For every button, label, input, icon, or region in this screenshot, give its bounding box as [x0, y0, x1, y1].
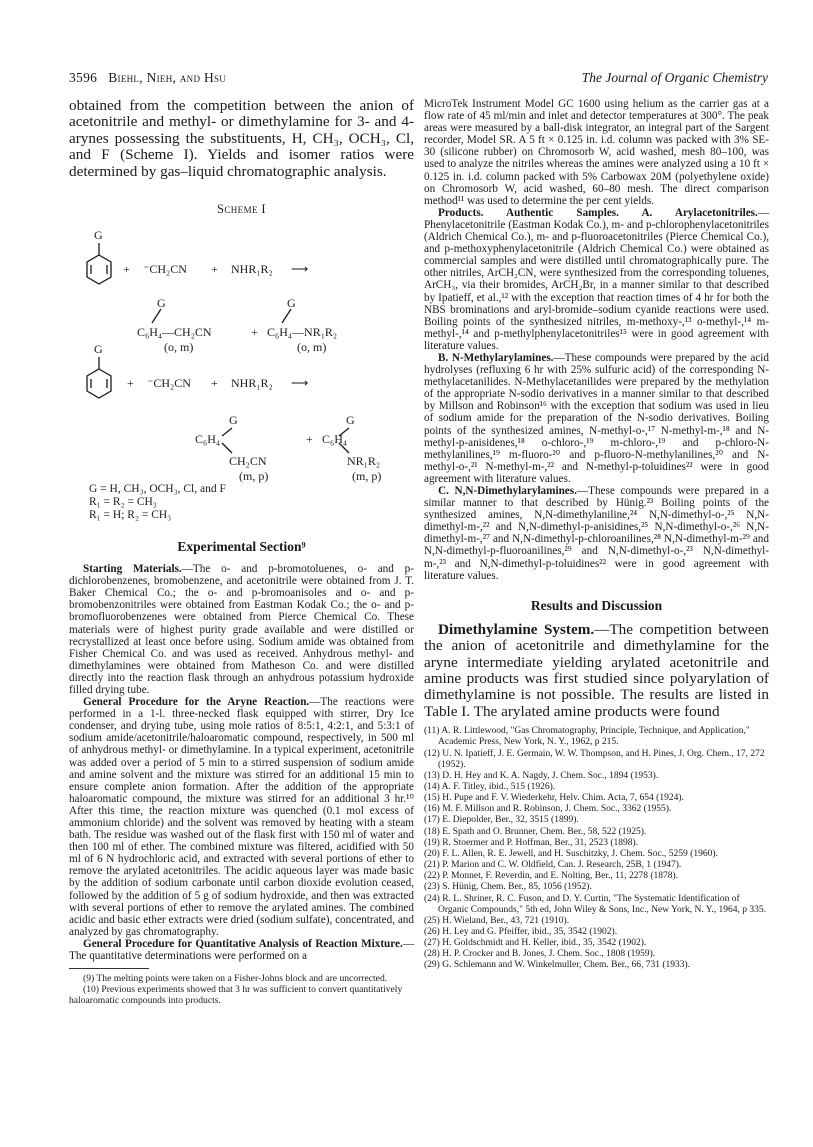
- isomer-om-label: (o, m): [164, 340, 194, 355]
- reference-item: (27) H. Goldschmidt and H. Keller, ibid., 35, 3542 (1902).: [424, 938, 647, 949]
- continued-paragraph: MicroTek Instrument Model GC 1600 using helium as the carrier gas at a flow rate of 45 ml/min and inlet and detector temperatures at 300°. The peak areas were measured by a ball-disk integrator, an integral part of the Sargent recorder, Model SR. A 5 ft × 0.125 in. i.d. column was packed with 3% SE-30 (silicone rubber) on Chromosorb W, acid washed, mesh 80–100, was used to analyze the nitriles whereas the amines were analyzed using a 10 ft × 0.125 in. i.d. column packed with 5% Carbowax 20M (polyethylene oxide) on Chromosorb W, acid washed, 60–80 mesh. The direct comparison method¹¹ was used to determine the per cent yields.: [424, 98, 769, 207]
- reference-item: (25) H. Wieland, Ber., 43, 721 (1910).: [424, 915, 570, 926]
- intro-paragraph: obtained from the competition between the anion of acetonitrile and methyl- or dimethylamine for 3- and 4-arynes possessing the substituents, H, CH₃, OCH₃, Cl, and F (Scheme I). Yields and isomer ratios were determined by gas–liquid chromatographic analysis.: [69, 97, 414, 180]
- quantitative-analysis-paragraph: [69, 938, 414, 962]
- reference-item: (18) E. Spath and O. Brunner, Chem. Ber., 58, 522 (1925).: [424, 826, 647, 837]
- product-amine-label: C₆H₄—NR₁R₂: [267, 325, 338, 340]
- substituent-g-label: G: [94, 342, 103, 357]
- header-left: [69, 70, 226, 86]
- general-procedure-paragraph: [69, 696, 414, 938]
- quantitative-analysis-heading: General Procedure for Quantitative Analysis of Reaction Mixture.: [83, 937, 403, 950]
- methylarylamines-text: —These compounds were prepared by the acid hydrolyses (refluxing 6 hr with 25% sulfuric acid) of the corresponding N-methylacetanilides. N-Methylacetanilides were prepared by the methylation of the appropriate N-sodio derivatives in a manner similar to that described by Millson and Robinson¹⁶ with the exception that sodium was used in lieu of sodium amide for the preparation of the N-sodio derivatives. Boiling points of the synthesized amines, N-methyl-o-,¹⁷ N-methyl-m-,¹⁸ and N-methyl-p-anisidenes,¹⁸ o-chloro-,¹⁹ m-chloro-,¹⁹ and p-chloro-N-methylanilines,¹⁹ m-fluoro-²⁰ and p-fluoro-N-methylanilines,²⁰ and N-methyl-o-,²¹ N-methyl-m-,²² and N-methyl-p-toluidines²² were in good agreement with literature values.: [424, 351, 770, 485]
- substituent-g-label: G: [229, 413, 238, 428]
- reference-item: (17) E. Diepolder, Ber., 32, 3515 (1899).: [424, 815, 579, 826]
- arylacetonitriles-heading: Products. Authentic Samples. A. Arylacetonitriles.: [438, 206, 758, 219]
- dimethylarylamines-text: —These compounds were prepared in a similar manner to that described by Hünig.²³ Boiling points of the synthesized amines, N,N-dimethylaniline,²⁴ N,N-dimethyl-o-,²⁵ N,N-dimethyl-m-,²² and N,N-dimethyl-p-anisidines,²⁵ N,N-dimethyl-o-,²⁶ N,N-dimethyl-m-,²⁷ and N,N-dimethyl-p-chloroanilines,²⁸ N,N-dimethyl-m-²⁹ and N,N-dimethyl-p-fluoroanilines,²⁹ and N,N-dimethyl-o-,²³ N,N-dimethyl-m-,²³ and N,N-dimethyl-p-toluidines²² were in good agreement with literature values.: [424, 485, 769, 582]
- footnote-rule: [69, 968, 149, 969]
- footnote-10: (10) Previous experiments showed that 3 hr was sufficient to convert quantitatively haloaromatic compounds into products.: [69, 984, 403, 1007]
- journal-name: The Journal of Organic Chemistry: [581, 70, 768, 85]
- c6h4-label: C₆H₄: [322, 432, 348, 447]
- substituent-g-label: G: [157, 296, 166, 311]
- dimethylarylamines-paragraph: [424, 485, 769, 582]
- reference-item: (20) F. L. Allen, R. E. Jewell, and H. Suschitzky, J. Chem. Soc., 5259 (1960).: [424, 848, 718, 859]
- starting-materials-text: —The o- and p-bromotoluenes, o- and p-dichlorobenzenes, bromobenzene, and acetonitrile were obtained from J. T. Baker Chemical Co.; the o- and p-bromoanisoles and o- and p-bromobenzonitriles were obtained from Eastman Kodak Co.; the o- and p-bromofluorobenzenes were obtained from Pierce Chemical Co. These materials were of highest purity grade available and were distilled or recrystallized at least once before using. Sodium amide was obtained from Fisher Chemical Co. and was used as received. Anhydrous methyl- and dimethylamines were obtained from Matheson Co. and were distilled directly into the reaction flask through an anhydrous potassium hydroxide filled drying tube.: [69, 563, 414, 696]
- page-number: 3596: [69, 70, 98, 85]
- substituent-g-label: G: [287, 296, 296, 311]
- starting-materials-paragraph: [69, 563, 414, 696]
- scheme-definitions: [89, 483, 226, 522]
- isomer-mp-label: (m, p): [239, 469, 269, 484]
- plus-sign: +: [211, 376, 218, 391]
- reference-item: (12) U. N. Ipatieff, J. E. Germain, W. W. Thompson, and H. Pines, J. Org. Chem., 17, 272 (1952).: [424, 748, 765, 770]
- general-procedure-text: —The reactions were performed in a 1-l. three-necked flask equipped with stirrer, Dry Ice condenser, and drying tube, using mole ratios of 8:5:1, 4:2:1, and 5:3:1 of sodium amide/acetonitrile/haloaromatic compound, respectively, in 500 ml of anhydrous methyl- or dimethylamine. In a typical experiment, acetonitrile was added over a period of 5 min to a stirred suspension of sodium amide and amine solvent and the mixture was stirred for an additional 15 min to ensure complete anion formation. After the addition of the appropriate haloaromatic compound, the mixture was stirred for an additional 3 hr.¹⁰ After this time, the reaction mixture was quenched (0.1 mol excess of ammonium chloride) and the solvent was removed by heating with a steam bath. The residue was washed out of the flask first with 150 ml of water and then 100 ml of ether. The combined mixture was filtered, acidified with 50 ml of 6 N hydrochloric acid, and extracted with several portions of ether to remove the arylated acetonitriles. The acidic aqueous layer was made basic by the addition of sodium carbonate until carbon dioxide evolution ceased, followed by the addition of 5 g of sodium hydroxide, and then was extracted with several portions of ether to remove the arylated amines. The combined acidic and basic ether extracts were dried (sodium sulfate), concentrated, and analyzed by gas chromatography.: [69, 696, 414, 938]
- left-column: [69, 98, 414, 1006]
- reference-item: (22) P. Monnet, F. Reverdin, and E. Nolting, Ber., 11, 2278 (1878).: [424, 871, 679, 882]
- reaction-arrow: ⟶: [291, 262, 309, 277]
- scheme-drawing: [69, 221, 414, 519]
- product-nitrile-label: C₆H₄—CH₂CN: [137, 325, 212, 340]
- c6h4-label: C₆H₄: [195, 432, 221, 447]
- dimethylamine-heading: Dimethylamine System.: [438, 620, 595, 638]
- results-section-title: Results and Discussion: [530, 597, 663, 613]
- amine-label: NHR₁R₂: [231, 376, 273, 391]
- plus-sign: +: [306, 432, 313, 447]
- dimethylamine-paragraph: [424, 622, 769, 720]
- footnote-9: (9) The melting points were taken on a Fisher-Johns block and are uncorrected.: [83, 973, 388, 985]
- plus-sign: +: [251, 325, 258, 340]
- definition-r1r2-methyl: R₁ = R₂ = CH₃: [89, 496, 157, 509]
- reference-item: (16) M. F. Millson and R. Robinson, J. Chem. Soc., 3362 (1955).: [424, 804, 672, 815]
- ch2cn-label: CH₂CN: [229, 454, 267, 469]
- reference-item: (28) H. P. Crocker and B. Jones, J. Chem. Soc., 1808 (1959).: [424, 949, 656, 960]
- right-column: [424, 98, 769, 972]
- general-procedure-heading: General Procedure for the Aryne Reaction.: [83, 696, 310, 709]
- quantitative-analysis-text: —The quantitative determinations were performed on a: [69, 937, 414, 963]
- plus-sign: +: [127, 376, 134, 391]
- experimental-section-title: Experimental Section⁹: [177, 539, 306, 555]
- reference-item: (11) A. R. Littlewood, "Gas Chromatography, Principle, Technique, and Application," Academic Press, New York, N. Y., 1962, p 215.: [424, 726, 750, 748]
- reaction-scheme: [69, 221, 414, 522]
- arylacetonitriles-paragraph: [424, 207, 769, 352]
- isomer-om-label: (o, m): [297, 340, 327, 355]
- arylacetonitriles-text: —Phenylacetonitrile (Eastman Kodak Co.), m- and p-chlorophenylacetonitriles (Aldrich Chemical Co.), m- and p-fluoroacetonitriles (Pierce Chemical Co.), and p-methoxyphenylacetonitrile (Aldrich Chemical Co.) were obtained as commercial samples and were distilled until chromatographically pure. The other nitriles, ArCH₂CN, were synthesized from the corresponding toluenes, ArCH₃, via their bromides, ArCH₂Br, in a manner similar to that described by Ipatieff, et al.,¹² with the exception that reaction times of 4 hr for both the NBS brominations and aryl-bromide–sodium cyanide reactions were used. Boiling points of the synthesized nitriles, m-methoxy-,¹³ o-methyl-,¹⁴ m-methyl-,¹⁴ and p-methylphenylacetonitriles¹⁵ were in good agreement with literature values.: [424, 206, 769, 352]
- running-authors: Biehl, Nieh, and Hsu: [108, 70, 227, 85]
- nr1r2-label: NR₁R₂: [347, 454, 381, 469]
- nitrile-anion-label: ⁻CH₂CN: [143, 262, 187, 277]
- running-header: [69, 70, 768, 90]
- scheme-title: Scheme I: [217, 202, 266, 217]
- reaction-arrow: ⟶: [291, 376, 309, 391]
- reference-item: (15) H. Pupe and F. V. Wiederkehr, Helv. Chim. Acta, 7, 654 (1924).: [424, 793, 684, 804]
- nitrile-anion-label: ⁻CH₂CN: [147, 376, 191, 391]
- methylarylamines-heading: B. N-Methylarylamines.: [438, 351, 554, 364]
- definition-r1-h: R₁ = H; R₂ = CH₃: [89, 509, 172, 522]
- isomer-mp-label: (m, p): [352, 469, 382, 484]
- starting-materials-heading: Starting Materials.: [83, 563, 182, 576]
- dimethylarylamines-heading: C. N,N-Dimethylarylamines.: [438, 485, 577, 497]
- reference-item: (23) S. Hünig, Chem. Ber., 85, 1056 (1952).: [424, 882, 592, 893]
- dimethylamine-text: —The competition between the anion of acetonitrile and dimethylamine for the aryne intermediate yielding arylated acetonitrile and amine products was first studied since polyarylation of dimethylamine is not possible. The results are listed in Table I. The arylated amine products were found: [424, 620, 769, 720]
- references-list: [424, 726, 769, 971]
- plus-sign: +: [123, 262, 130, 277]
- reference-item: (13) D. H. Hey and K. A. Nagdy, J. Chem. Soc., 1894 (1953).: [424, 770, 659, 781]
- reference-item: (29) G. Schlemann and W. Winkelmuller, Chem. Ber., 66, 731 (1933).: [424, 960, 691, 971]
- substituent-g-label: G: [94, 228, 103, 243]
- definition-g: G = H, CH₃, OCH₃, Cl, and F: [89, 483, 226, 496]
- reference-item: (24) R. L. Shriner, R. C. Fuson, and D. Y. Curtin, "The Systematic Identification of Organic Compounds," 5th ed, John Wiley & Sons, Inc., New York, N. Y., 1964, p 335.: [424, 893, 766, 915]
- methylarylamines-paragraph: [424, 352, 769, 485]
- reference-item: (14) A. F. Titley, ibid., 515 (1926).: [424, 781, 556, 792]
- reference-item: (26) H. Ley and G. Pfeiffer, ibid., 35, 3542 (1902).: [424, 927, 618, 937]
- plus-sign: +: [211, 262, 218, 277]
- reference-item: (19) R. Stoermer and P. Hoffman, Ber., 31, 2523 (1898).: [424, 837, 639, 848]
- substituent-g-label: G: [346, 413, 355, 428]
- reference-item: (21) P. Marion and C. W. Oldfield, Can. J. Research, 25B, 1 (1947).: [424, 860, 682, 871]
- amine-label: NHR₁R₂: [231, 262, 273, 277]
